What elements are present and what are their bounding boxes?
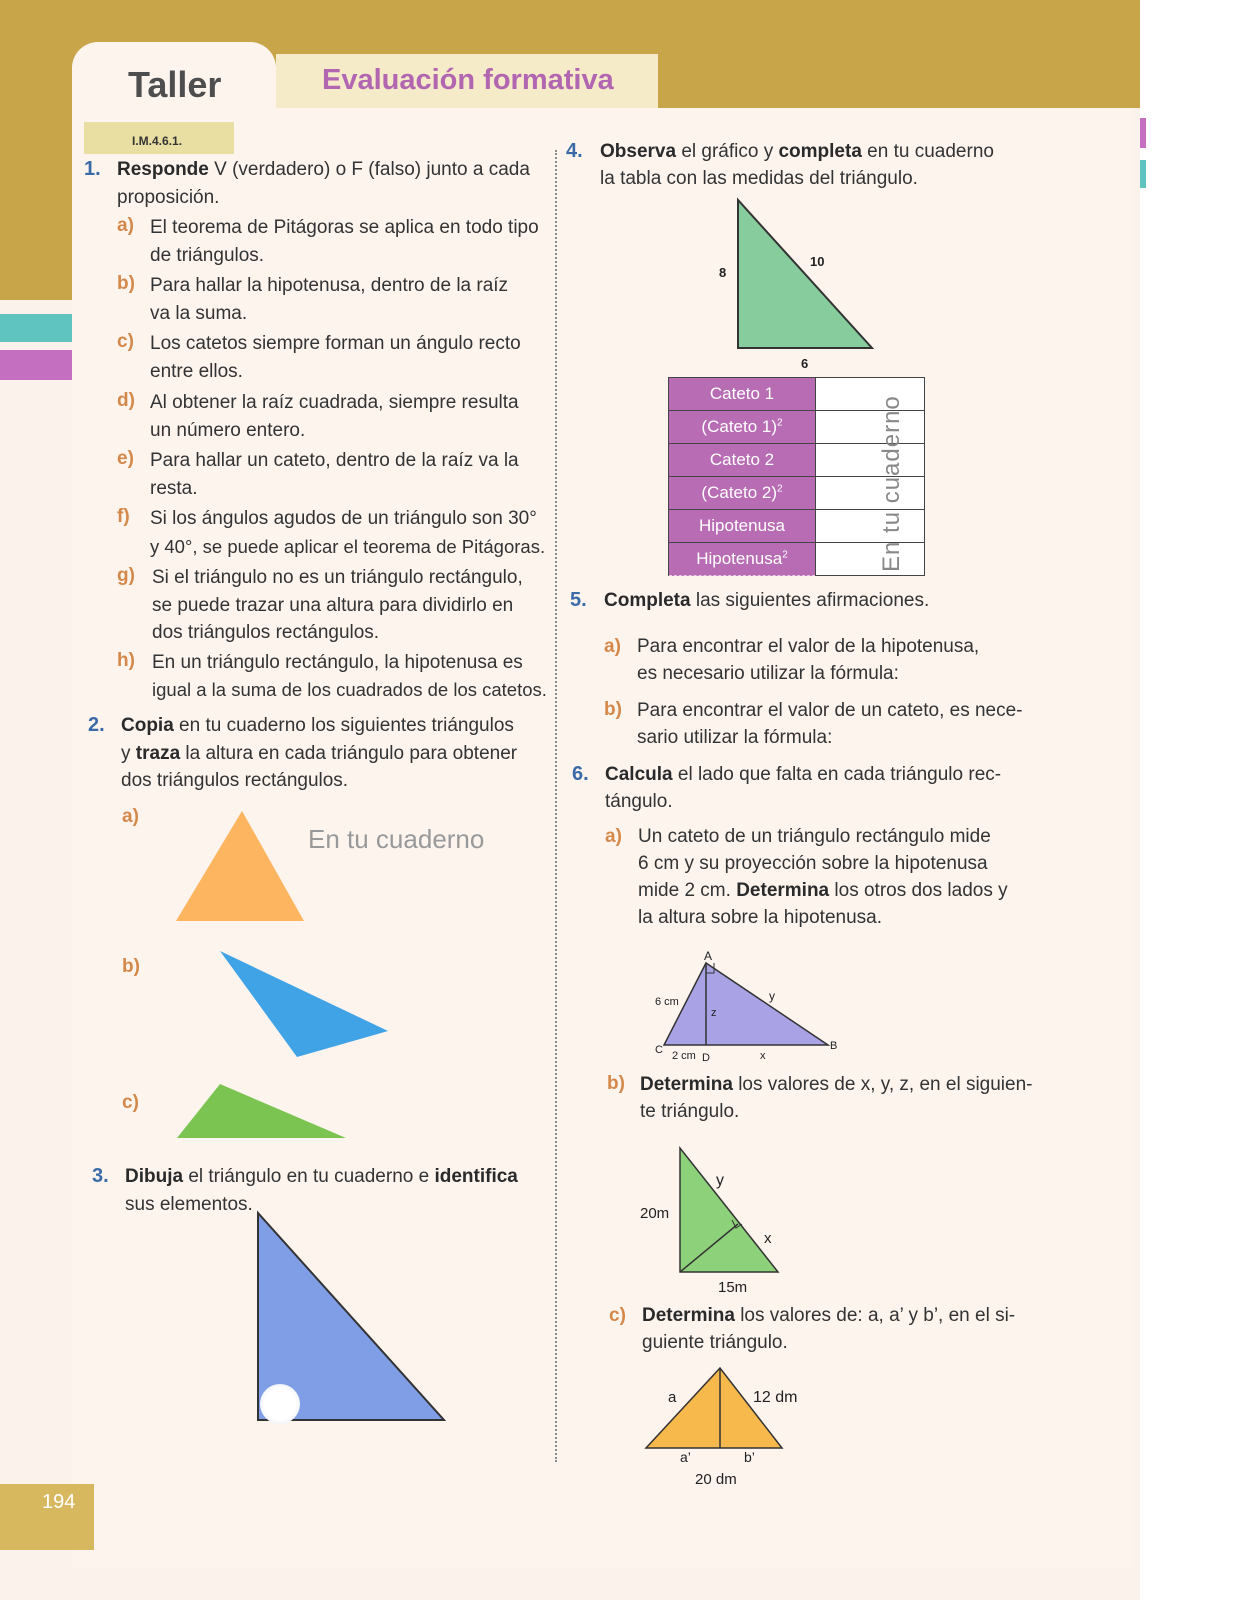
q6a-letter: a) (605, 826, 622, 847)
q6-bold: Calcula (605, 764, 673, 785)
q1c-l1: Los catetos siempre forman un ángulo recto (150, 333, 521, 354)
q6-number: 6. (572, 763, 589, 785)
page-number: 194 (0, 1484, 94, 1550)
row-label: (Cateto 1) (701, 417, 778, 436)
table-cell-label (669, 543, 816, 576)
q6a-label-y: y (769, 989, 775, 1003)
q6a-label-C: C (655, 1044, 663, 1056)
q1-bold: Responde (117, 159, 209, 180)
q4-bold2: completa (778, 141, 862, 162)
table-cell-value[interactable] (816, 444, 925, 477)
q1g-letter: g) (117, 565, 135, 586)
q1g-l3: dos triángulos rectángulos. (152, 622, 380, 643)
q4-label-8: 8 (719, 265, 727, 280)
q2a-letter: a) (122, 806, 139, 827)
magenta-stripe (0, 350, 72, 380)
q1e-l2: resta. (150, 478, 198, 499)
q3-number: 3. (92, 1165, 109, 1187)
q1h-l1: En un triángulo rectángulo, la hipotenusa es (152, 652, 523, 673)
q6c-label-12dm: 12 dm (753, 1389, 798, 1406)
table-cell-value[interactable] (816, 477, 925, 510)
q3-line1 (125, 1163, 518, 1190)
q4-triangle-shape (738, 200, 872, 348)
q1e-l1: Para hallar un cateto, dentro de la raíz va la (150, 450, 519, 471)
q1b-l1: Para hallar la hipotenusa, dentro de la raíz (150, 275, 509, 296)
q2c-letter: c) (122, 1092, 139, 1113)
q2-line1 (121, 712, 514, 739)
q6c-label-a: a (668, 1389, 677, 1406)
q6b-label-15m: 15m (718, 1279, 748, 1296)
row-label: Cateto 1 (709, 384, 775, 403)
table-cell-value[interactable] (816, 411, 925, 444)
q6c-label-b-prime: b’ (744, 1449, 755, 1465)
q1-number: 1. (84, 158, 101, 180)
q6b-label-20m: 20m (640, 1205, 670, 1222)
q1b-l2: va la suma. (150, 303, 248, 324)
q2-t2a: y (121, 743, 136, 764)
q6a-l1: Un cateto de un triángulo rectángulo mide (638, 826, 991, 847)
q2a-triangle (170, 805, 315, 930)
q1-line2: proposición. (117, 187, 220, 208)
q1a-letter: a) (117, 215, 134, 236)
q5b-l1: Para encontrar el valor de un cateto, es nece- (637, 700, 1023, 721)
q2-bold2: traza (135, 743, 181, 764)
q5a-letter: a) (604, 636, 621, 657)
q6c-l2: guiente triángulo. (642, 1332, 788, 1353)
q5-line1 (604, 587, 929, 614)
q4-bold1: Observa (600, 141, 677, 162)
q6c-label-20dm: 20 dm (695, 1471, 737, 1488)
q1c-letter: c) (117, 331, 134, 352)
q2-line2 (121, 740, 517, 767)
q2-t2b: la altura en cada triángulo para obtener (180, 743, 518, 764)
tab-taller-label: Taller (128, 64, 222, 105)
q6-line1 (605, 761, 1001, 788)
q1f-l2: y 40°, se puede aplicar el teorema de Pitágoras. (150, 536, 546, 557)
q6b-t1: los valores de x, y, z, en el siguien- (732, 1074, 1033, 1095)
q6a-label-A: A (704, 949, 713, 963)
q1f-l1: Si los ángulos agudos de un triángulo son 30° (150, 508, 537, 529)
q1d-l2: un número entero. (150, 420, 306, 441)
q1-line1 (117, 156, 537, 183)
q4-t1b: en tu cuaderno (861, 141, 994, 162)
tab-evaluacion (276, 54, 658, 108)
row-exponent: 2 (777, 417, 783, 429)
q6b-bold: Determina (640, 1074, 733, 1095)
row-label: Hipotenusa (696, 549, 783, 568)
q6c-bold: Determina (642, 1305, 735, 1326)
edge-mark-magenta (1140, 118, 1146, 148)
table-cell-value[interactable] (816, 510, 925, 543)
q2-bold1: Copia (121, 715, 174, 736)
skill-code: I.M.4.6.1. (84, 122, 234, 154)
q6-t1: el lado que falta en cada triángulo rec- (672, 764, 1002, 785)
q1f-letter: f) (117, 506, 130, 527)
q6c-label-a-prime: a’ (680, 1449, 691, 1465)
q6b-label-x: x (764, 1230, 772, 1247)
q6b-l1 (640, 1071, 1033, 1098)
q4-number: 4. (566, 140, 583, 162)
q6c-triangle-shape (646, 1368, 782, 1448)
table-cell-label (669, 477, 816, 510)
q3-line2: sus elementos. (125, 1194, 253, 1215)
teal-stripe (0, 314, 72, 342)
q4-label-10: 10 (810, 254, 825, 269)
q5-number: 5. (570, 589, 587, 611)
q2a-triangle-shape (176, 811, 304, 921)
q6b-label-y: y (716, 1172, 724, 1189)
q4-vertical-note: En tu cuaderno (878, 395, 905, 572)
q6a-label-z: z (711, 1007, 717, 1019)
q1c-l2: entre ellos. (150, 361, 243, 382)
cursor-circle (260, 1384, 300, 1424)
row-label: (Cateto 2) (701, 483, 778, 502)
q2b-letter: b) (122, 956, 140, 977)
q2c-triangle (172, 1078, 352, 1144)
q4-line2: la tabla con las medidas del triángulo. (600, 168, 918, 189)
q6c-letter: c) (609, 1305, 626, 1326)
q4-triangle (710, 190, 890, 375)
q6b-triangle (636, 1140, 796, 1300)
q1a-l1: El teorema de Pitágoras se aplica en todo tipo (150, 217, 539, 238)
q3-bold1: Dibuja (125, 1166, 184, 1187)
row-label: Cateto 2 (709, 450, 775, 469)
q4-line1 (600, 138, 994, 165)
q6a-label-D: D (702, 1052, 710, 1064)
q6a-l4: la altura sobre la hipotenusa. (638, 907, 882, 928)
q6c-t1: los valores de: a, a’ y b’, en el si- (734, 1305, 1016, 1326)
q6a-triangle (648, 945, 848, 1067)
q5a-l1: Para encontrar el valor de la hipotenusa, (637, 636, 980, 657)
q5-t: las siguientes afirmaciones. (690, 590, 930, 611)
q4-t1: el gráfico y (676, 141, 779, 162)
row-exponent: 2 (777, 483, 783, 495)
q4-label-6: 6 (801, 356, 809, 371)
q6a-l3a: mide 2 cm. (638, 880, 737, 901)
left-band (0, 108, 72, 300)
edge-mark-teal (1140, 160, 1146, 188)
q6b-l2: te triángulo. (640, 1101, 740, 1122)
q2b-triangle (215, 945, 395, 1065)
q6a-bold: Determina (736, 880, 830, 901)
q5b-l2: sario utilizar la fórmula: (637, 727, 833, 748)
column-divider (555, 150, 557, 1462)
q1h-l2: igual a la suma de los cuadrados de los catetos. (152, 679, 547, 700)
row-label: Hipotenusa (698, 516, 785, 535)
table-cell-label (669, 378, 816, 411)
page-edge (1140, 0, 1236, 1600)
q3-bold2: identifica (434, 1166, 518, 1187)
q6-line2: tángulo. (605, 791, 673, 812)
q1e-letter: e) (117, 448, 134, 469)
q6a-triangle-shape (664, 963, 828, 1045)
q1g-l2: se puede trazar una altura para dividirlo en (152, 595, 514, 616)
q6a-label-B: B (830, 1040, 838, 1052)
q6c-triangle (640, 1360, 820, 1495)
q3-t1: el triángulo en tu cuaderno e (183, 1166, 435, 1187)
tab-taller (72, 42, 276, 122)
q6a-label-6cm: 6 cm (655, 996, 679, 1008)
q5a-l2: es necesario utilizar la fórmula: (637, 663, 899, 684)
q5-bold: Completa (604, 590, 691, 611)
row-exponent: 2 (782, 549, 788, 561)
table-cell-label (669, 444, 816, 477)
q6c-l1 (642, 1302, 1015, 1329)
table-cell-value[interactable] (816, 378, 925, 411)
q1h-letter: h) (117, 650, 135, 671)
q2-line3: dos triángulos rectángulos. (121, 770, 349, 791)
q6a-label-x: x (760, 1050, 766, 1062)
q6a-l3b: los otros dos lados y (829, 880, 1008, 901)
q2b-triangle-shape (220, 951, 388, 1057)
q2-t1: en tu cuaderno los siguientes triángulos (173, 715, 514, 736)
tab-evaluacion-label: Evaluación formativa (322, 64, 614, 96)
q2c-triangle-shape (177, 1084, 346, 1138)
table-cell-label (669, 510, 816, 543)
q6a-l2: 6 cm y su proyección sobre la hipotenusa (638, 853, 988, 874)
q2-en-tu-cuaderno: En tu cuaderno (308, 824, 485, 854)
q1d-letter: d) (117, 390, 135, 411)
q1b-letter: b) (117, 273, 135, 294)
q6a-l3 (638, 877, 1008, 904)
q1a-l2: de triángulos. (150, 245, 265, 266)
q6b-triangle-shape (680, 1148, 778, 1272)
q6a-label-2cm: 2 cm (672, 1050, 696, 1062)
table-cell-value[interactable] (816, 543, 925, 576)
q1-text1: V (verdadero) o F (falso) junto a cada (208, 159, 530, 180)
table-cell-label (669, 411, 816, 444)
q2-number: 2. (88, 714, 105, 736)
q1d-l1: Al obtener la raíz cuadrada, siempre resulta (150, 392, 519, 413)
q5b-letter: b) (604, 699, 622, 720)
q1g-l1: Si el triángulo no es un triángulo rectángulo, (152, 567, 523, 588)
q6b-letter: b) (607, 1073, 625, 1094)
